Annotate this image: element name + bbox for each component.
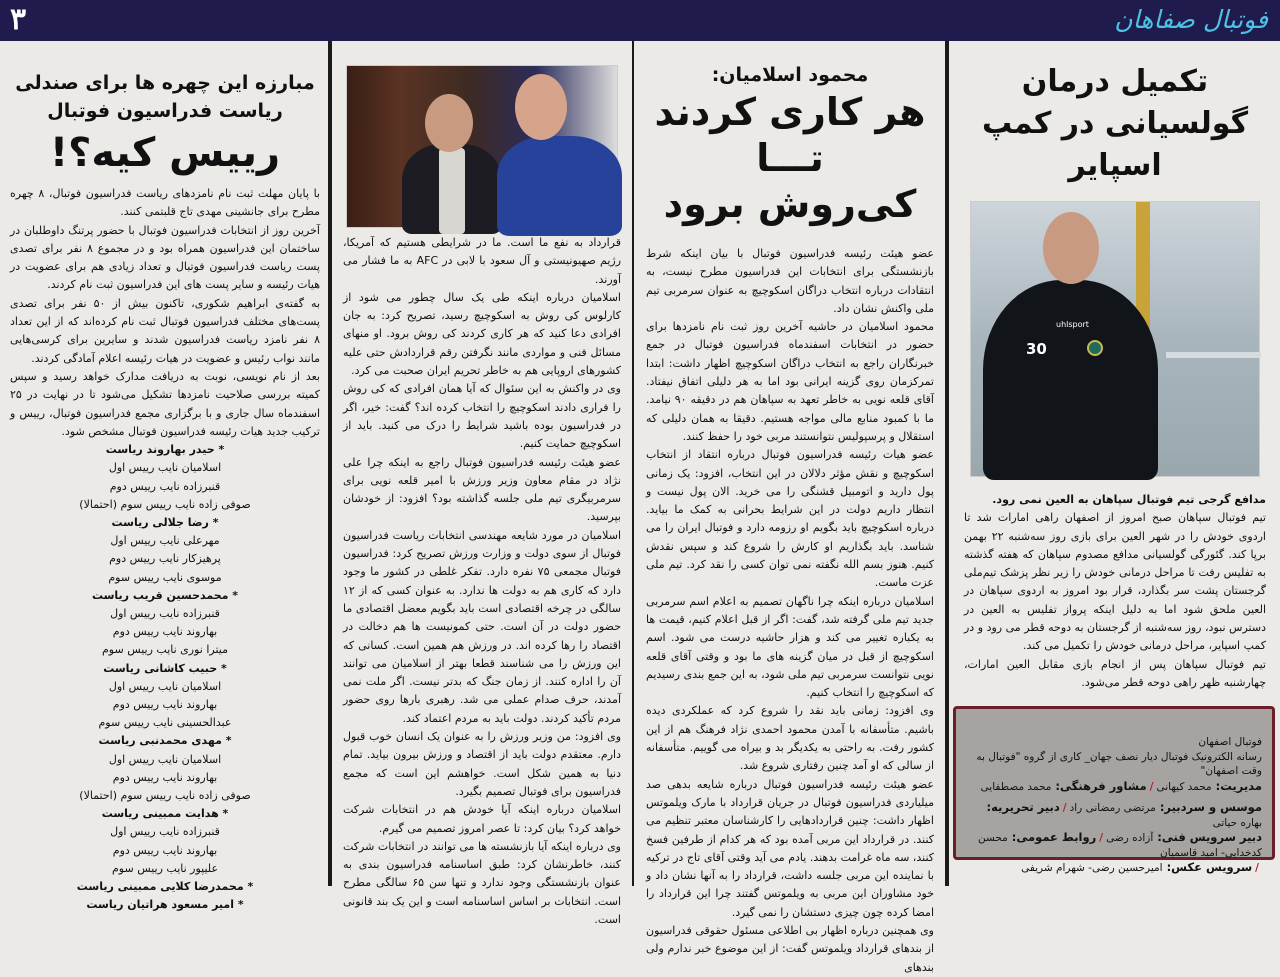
person-right-figure [497,136,622,236]
credit-line [966,860,1262,876]
article-federation-candidates [0,41,328,912]
vice-president-entry: صوفی زاده نایب رییس سوم (احتمالا) [79,497,251,511]
article-body [646,245,934,977]
vice-president-entry: موسوی نایب رییس سوم [108,570,222,584]
article-body [964,491,1266,692]
paragraph: اسلامیان درباره اینکه آیا خودش هم در انتخابات شرکت خواهد کرد؟ بیان کرد: تا عصر امروز تصمیم می گیرم. [343,803,621,835]
publication-name: فوتبال اصفهان [1198,736,1262,748]
page-number: ۳ [10,2,27,37]
article-kicker: محمود اسلامیان: [711,64,869,86]
staff-credits [966,779,1262,876]
player-training-photo [970,201,1260,477]
header-bar [0,0,1280,41]
paragraph: عضو هیئت رئیسه فدراسیون فوتبال درباره شایعه بدهی صد میلیاردی فدراسیون فوتبال در جریان قرارداد با مارک ویلموتس اظهار داشت: چنین قراردادهایی را کارشناسان معتبر تنظیم می کنند. در قرارداد این مربی آمده بود که هر کدام از طرفین فسخ کنند، سه ماه غرامت بدهند. یادم می آید وقتی آقای تاج در ترکیه با نماینده این مربی جلسه داشت، قرارداد را به آنها نشان داد و خود مشاوران این مربی به ویلموتس گفتند چرا این قرارداد را امضا کرده چون چیزی دستشان را نمی گیرد. [646,777,934,919]
staff-role: مشاور فرهنگی: [1051,778,1147,793]
article-subtitle-line2: ریاست فدراسیون فوتبال [47,100,283,122]
shirt [439,148,465,234]
article-subtitle-line1: مبارزه این چهره ها برای صندلی [15,72,315,94]
paragraph: اسلامیان درباره اینکه طی یک سال چطور می شود از کارلوس کی روش به اسکوچیچ رسید، تصریح کرد: به جان افرادی دعا کنید که هر کاری کردند کی روش برود. او منهای مسائل فنی و مواردی مانند نگرفتن رقم قراردادش حتی علیه کشورهای اروپایی هم به خاطر تحریم ایران صحبت می کرد. [343,290,621,378]
candidate-name: * امیر مسعود هراتیان ریاست [86,898,244,912]
vice-president-entry: عبدالحسینی نایب رییس سوم [98,716,232,730]
separator-slash: / [1099,832,1104,844]
player-body [983,280,1158,480]
eslamian-queiroz-photo [346,65,618,228]
player-face [1043,212,1099,284]
article-eslamian [636,41,946,974]
paragraph: قرارداد به نفع ما است. ما در شرایطی هستیم که آمریکا، رژیم صهیونیستی و آل سعود با لابی در AFC به ما فشار می آورند. [343,236,622,286]
paragraph: عضو هیات رئیسه فدراسیون فوتبال درباره انتقاد از انتخاب اسکوچیچ و نقش مؤثر دلالان در این انتخاب، افزود: یک زمانی پول دارید و اتومبیل قشنگی را می خرید. الان پول نیست و انتظار داریم دولت در این شرایط بحرانی به کمک ما بیاید. درباره اسکوچیچ باید بگویم او رزومه دارد و فوتبال ایران را می شناسد. باید بگذاریم او کارش را شروع کند و سپس نقدش کنیم. هنوز بسم الله نگفته نمی توان کسی را نقد کرد. تیم ملی عزت ماست. [646,448,934,590]
staff-role: روابط عمومی: [1007,830,1097,844]
candidate-name: * محمدحسین قریب ریاست [91,588,239,602]
column-divider [328,41,332,886]
staff-role: دبیر تحریریه: [986,800,1060,814]
staff-role: مدیریت: [1211,778,1262,793]
paragraph: تیم فوتبال سپاهان صبح امروز از اصفهان راهی امارات شد تا اردوی خودش را در شهر العین برای بازی روز سه‌شنبه ۲۲ بهمن برپا کند. گئورگی گولسیانی مدافع مصدوم سپاهان که هفته گذشته به تفلیس رفت تا مراحل درمانی خودش را زیر نظر پزشک تیم‌ملی گرجستان پشت سر بگذارد، قرار بود امروز به اردوی سپاهان در العین ملحق شود اما به دلیل اینکه پرواز تفلیس به العین در دسترس نبود، روز سه‌شنبه از گرجستان به دوحه قطر می رود و در کمپ اسپایر، مراحل درمانی خودش را تکمیل می کند. [964,511,1266,653]
candidate-slates [10,441,320,914]
publication-tagline: رسانه الکترونیک فوتبال دیار نصف جهان_ کاری از گروه "فوتبال به وقت اصفهان" [976,750,1262,777]
vice-president-entry: قنبرزاده نایب رییس اول [110,606,220,620]
paragraph: محمود اسلامیان در حاشیه آخرین روز ثبت نام نامزدها برای حضور در انتخابات اسفندماه فدراسیون فوتبال در جمع خبرنگاران راجع به انتخاب دراگان اسکوچیچ اظهار داشت: ابتدا تمرکزمان روی گزینه ایرانی بود اما به هر دلیلی اتفاق نیفتاد. آقای قلعه نویی به خاطر تعهد به سپاهان هم در دقیقه ۹۰ نیامد. ما با کمبود منابع مالی مواجه هستیم. دقیقا به همان دلیلی که استقلال و پرسپولیس نتوانستند مربی خود را حفظ کنند. [646,320,934,443]
publication-logo: فوتبال صفاهان [1114,5,1268,34]
face-right [515,74,567,140]
staff-person: مرتضی رمضانی راد [1069,802,1156,814]
vice-president-entry: بهاروند نایب رییس دوم [112,625,218,639]
staff-person: آزاده رضی [1106,832,1154,844]
vice-president-entry: صوفی زاده نایب رییس سوم (احتمالا) [79,789,251,803]
staff-role: دبیر سرویس فنی: [1153,830,1262,844]
article-title: تکمیل درمان گولسیانی در کمپ اسپایر [981,64,1249,183]
paragraph: آخرین روز از انتخابات فدراسیون فوتبال با حضور پرتنگ داوطلبان در ساختمان این فدراسیون همراه بود و در مجموع ۸ نفر برای تصدی پست ریاست فدراسیون فوتبال و تعداد زیادی هم برای عضویت در هیات رئیسه و سایر پست های این فدراسیون ثبت نام کردند. [10,223,320,292]
credit-line [966,830,1262,860]
vice-president-entry: میترا نوری نایب رییس سوم [101,643,228,657]
candidate-name: * هدایت ممبینی ریاست [101,807,229,821]
credit-line [966,800,1262,830]
staff-person: محسن کدخدایی- امید قاسمیان [978,832,1262,859]
paragraph: وی افزود: من وزیر ورزش را به عنوان یک انسان خوب قبول دارم. معتقدم دولت باید از اقتصاد و ورزش بیرون بیاید. تمام دنیا به همین شکل است. خواهشم این است که مجمع فدراسیون برای فوتبال تصمیم بگیرد. [343,730,621,798]
paragraph: وی درباره اینکه آیا بازنشسته ها می توانند در انتخابات شرکت کنند، خاطرنشان کرد: طبق اساسنامه فدراسیون بندی به عنوان بازنشستگی وجود ندارد و تنها سن ۶۵ سالگی مطرح است. انتخابات بر اساس اساسنامه است و این یک بند قانونی است. [343,839,621,926]
vice-president-entry: قنبرزاده نایب رییس اول [110,825,220,839]
article-body [10,185,320,441]
paragraph: عضو هیئت رئیسه فدراسیون فوتبال با بیان اینکه شرط بازنشستگی برای انتخابات این فدراسیون مطرح نیست، به انتقادات درباره انتخاب دراگان اسکوچیچ به عنوان سرمربی تیم ملی واکنش نشان داد. [646,247,934,315]
staff-person: امیرحسین رضی- شهرام شریفی [1021,862,1163,874]
vice-president-entry: بهاروند نایب رییس دوم [112,843,218,857]
article-title-line1: هر کاری کردند تـــا [654,90,926,180]
club-crest-icon [1087,340,1103,356]
separator-slash: / [1255,862,1259,874]
fence-rail [1166,352,1261,358]
staff-person: بهاره حیاتی [1212,816,1262,829]
candidate-name: * محمدرضا کلایی ممبینی ریاست [76,880,254,894]
vice-president-entry: اسلامیان نایب رییس اول [108,461,222,475]
article-title-line2: کی‌روش برود [663,182,917,226]
paragraph: تیم فوتبال سپاهان پس از انجام بازی مقابل العین امارات، چهارشنبه ظهر راهی دوحه قطر می‌شود. [964,657,1266,689]
vice-president-entry: بهاروند نایب رییس دوم [112,698,218,711]
jersey-brand: uhlsport [1056,320,1089,329]
separator-slash: / [1062,802,1067,814]
vice-president-entry: مهرعلی نایب رییس اول [110,534,220,548]
vice-president-entry: قنبرزاده نایب رییس دوم [109,479,221,493]
face-left [425,94,473,152]
staff-role: موسس و سردبیر: [1155,800,1262,814]
candidate-name: * مهدی محمدنبی ریاست [98,734,232,748]
vice-president-entry: علیپور نایب رییس سوم [111,861,219,875]
candidate-name: * حبیب کاشانی ریاست [103,661,227,675]
lead-paragraph: مدافع گرجی تیم فوتبال سپاهان به العین نمی رود. [992,493,1266,506]
paragraph: با پایان مهلت ثبت نام نامزدهای ریاست فدراسیون فوتبال، ۸ چهره مطرح برای جانشینی مهدی تاج قلبتمی کنند. [10,187,320,219]
vice-president-entry: اسلامیان نایب رییس اول [108,752,222,766]
vice-president-entry: پرهیزکار نایب رییس دوم [109,552,221,566]
paragraph: اسلامیان درباره اینکه چرا ناگهان تصمیم به اعلام اسم سرمربی جدید تیم ملی گرفته شد، گفت: اگر از قبل اعلام کنیم، قیمت ها به یکباره تغییر می کند و هزار حاشیه درست می شود. اسم اسکوچیچ از قبل در میان گزینه های ما بود و وقتی آقای قلعه نویی نتوانست سرمربی تیم ملی شود، به این جمع بندی رسیدیم که اسکوچیچ را انتخاب کنیم. [646,594,934,700]
staff-role: سرویس عکس: [1162,860,1253,874]
paragraph: بعد از نام نویسی، نوبت به دریافت مدارک خواهد رسید و سپس کمیته بررسی صلاحیت نامزدها تشکیل می‌شود تا در نهایت در ۲۵ اسفندماه سال جاری و با برگزاری مجمع فدراسیون فوتبال، رییس و ترکیب جدید هیات رئیسه فدراسیون فوتبال مشخص شود. [10,369,320,438]
separator-slash: / [1149,780,1154,793]
credits-box [953,706,1275,874]
staff-person: محمد مصطفایی [980,780,1052,793]
vice-president-entry: اسلامیان نایب رییس اول [108,679,222,693]
candidate-name: * رضا جلالی ریاست [111,515,219,529]
paragraph: اسلامیان در مورد شایعه مهندسی انتخابات ریاست فدراسیون فوتبال از سوی دولت و وزارت ورزش تصریح کرد: فدراسیون فوتبال مجمعی ۷۵ نفره دارد. تفکر غلطی در کشور ما وجود دارد که کاری هم به دولت ها ندارد. به عنوان کسی که از ۱۲ سالگی در چرخه اقتصادی است باید بگویم معضل اقتصادی ما حضور دولت در آن است. حتی کمونیست ها هم دخالت در اقتصاد را رها کرده اند. در ورزش هم همین است. کسانی که این ورزش را می شناسند قطعا بهتر از اسلامیان می توانند آن را اداره کنند. از زمان جنگ که بدتر نیست. اگر ملت نمی آمدند، حرف صدام عملی می شد. رهبری بارها روی حضور مردم تأکید کردند. دولت باید به مردم اعتماد کند. [343,528,621,725]
paragraph: به گفته‌ی ابراهیم شکوری، تاکنون بیش از ۵۰ نفر برای تصدی پست‌های مختلف فدراسیون فوتبال ثبت نام کرده‌اند که از این تعداد ۸ نفر نامزد ریاست فدراسیون شدند و سایرین برای کرسی‌هایی مانند نواب رئیس و عضویت در هیات رئیسه اعلام آمادگی کردند. [10,296,320,365]
jersey-number: 30 [1026,340,1047,358]
paragraph: عضو هیئت رئیسه فدراسیون فوتبال راجع به اینکه چرا علی نژاد در مقام معاون وزیر ورزش با امیر قلعه نویی برای سرمربیگری تیم ملی جلسه گذاشته بود؟ افزود: از خودشان بپرسید. [343,455,621,524]
paragraph: وی افزود: زمانی باید نقد را شروع کرد که عملکردی دیده باشیم. متأسفانه با آمدن محمود احمدی نژاد فرهنگ هم از این کشور رفت. به راحتی به یکدیگر بد و بیراه می گوییم. متأسفانه از سالی که او آمد چنین رفتاری شروع شد. [646,704,934,773]
vice-president-entry: بهاروند نایب رییس دوم [112,770,218,784]
candidate-name: * حیدر بهاروند ریاست [105,443,225,457]
staff-person: محمد کیهانی [1156,780,1212,793]
article-title: رییس کیه؟! [49,130,281,176]
credit-line [966,779,1262,795]
article-eslamian-continued [333,41,633,926]
article-body [343,234,621,929]
paragraph: وی همچنین درباره اظهار بی اطلاعی مسئول حقوقی فدراسیون از بندهای قرارداد ویلموتس گفت: از این موضوع خبر ندارم ولی بندهای [646,923,934,974]
paragraph: وی در واکنش به این سئوال که آیا همان افرادی که کی روش را فراری دادند اسکوچیچ را انتخاب کرده اند؟ گفت: خیر، اگر در فدراسیون بوده باشید شرایط را درک می کنید. باید از اسکوچیچ حمایت کنیم. [343,382,621,451]
